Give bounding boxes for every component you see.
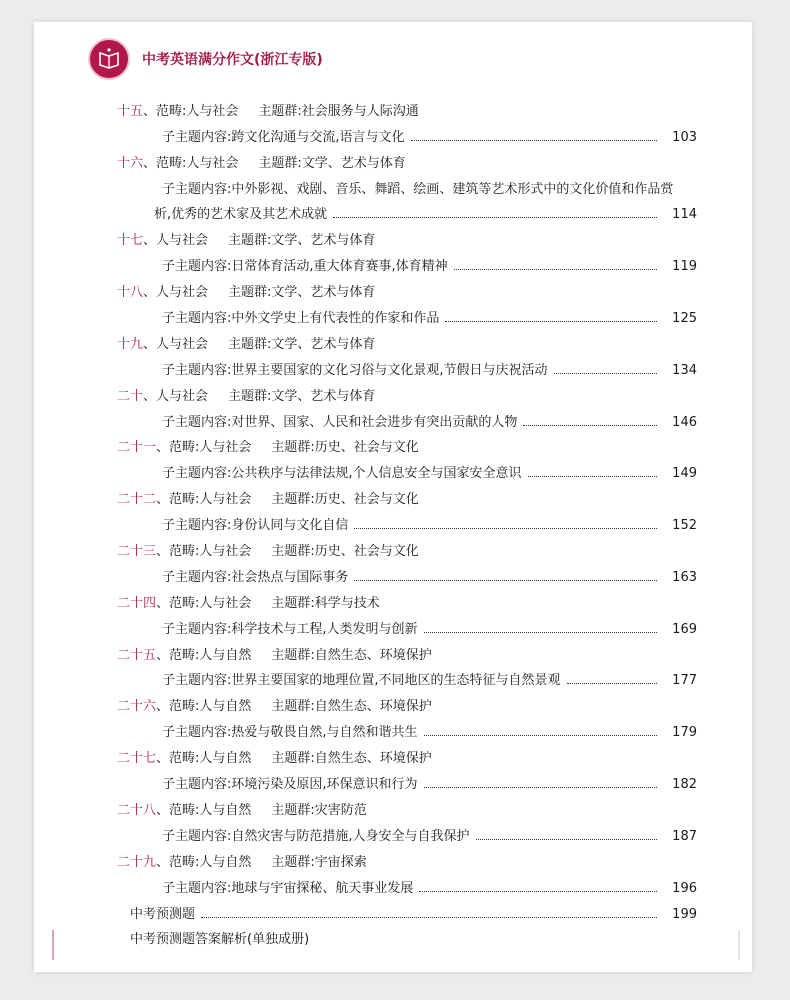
publisher-logo <box>88 38 130 80</box>
entry-category: 、范畴:人与社会 <box>156 492 252 508</box>
entry-theme-group: 主题群:历史、社会与文化 <box>271 440 419 456</box>
toc-entry-heading <box>0 637 790 663</box>
entry-theme-group: 主题群:社会服务与人际沟通 <box>258 103 419 119</box>
toc-entry-heading <box>0 326 790 352</box>
entry-category: 、范畴:人与社会 <box>143 103 239 119</box>
entry-number: 二十 <box>117 388 144 404</box>
entry-theme-group: 主题群:科学与技术 <box>271 595 380 611</box>
entry-category: 、范畴:人与社会 <box>156 544 252 560</box>
toc-entry-heading <box>0 222 790 248</box>
extra-label: 中考预测题 <box>130 906 196 922</box>
entry-number: 二十三 <box>117 544 157 560</box>
toc-entry-heading <box>0 378 790 404</box>
entry-theme-group: 主题群:文学、艺术与体育 <box>258 155 406 171</box>
toc-entry-subtopic[interactable] <box>0 455 790 481</box>
leader-dots <box>454 268 657 270</box>
subtopic-text: 子主题内容:热爱与敬畏自然,与自然和谐共生 <box>162 725 418 741</box>
toc-entry-heading <box>0 145 790 171</box>
entry-number: 二十五 <box>117 647 157 663</box>
entry-theme-group: 主题群:历史、社会与文化 <box>271 544 419 560</box>
toc-entry-subtopic <box>0 171 790 197</box>
entry-number: 二十八 <box>117 802 157 818</box>
subtopic-text: 析,优秀的艺术家及其艺术成就 <box>154 207 328 223</box>
entry-theme-group: 主题群:文学、艺术与体育 <box>228 336 376 352</box>
toc-entry-subtopic-cont[interactable] <box>0 197 790 223</box>
entry-number: 十九 <box>117 336 144 352</box>
toc-entry-subtopic[interactable] <box>0 766 790 792</box>
toc-entry-subtopic[interactable] <box>0 119 790 145</box>
toc-entry-subtopic[interactable] <box>0 714 790 740</box>
leader-dots <box>523 424 657 426</box>
toc-entry-subtopic[interactable] <box>0 507 790 533</box>
toc-entry-heading <box>0 585 790 611</box>
toc-entry-subtopic[interactable] <box>0 663 790 689</box>
entry-number: 二十七 <box>117 751 157 767</box>
table-of-contents <box>0 93 790 947</box>
entry-number: 十五 <box>117 103 144 119</box>
leader-dots <box>528 475 657 477</box>
page-number: 177 <box>672 673 697 689</box>
leader-dots <box>354 579 657 581</box>
toc-entry-subtopic[interactable] <box>0 870 790 896</box>
entry-theme-group: 主题群:自然生态、环境保护 <box>271 751 432 767</box>
subtopic-text: 子主题内容:跨文化沟通与交流,语言与文化 <box>162 129 405 145</box>
toc-entry-heading <box>0 93 790 119</box>
toc-entry-heading <box>0 792 790 818</box>
entry-category: 、人与社会 <box>143 336 209 352</box>
subtopic-text: 子主题内容:对世界、国家、人民和社会进步有突出贡献的人物 <box>162 414 518 430</box>
entry-category: 、范畴:人与社会 <box>156 440 252 456</box>
page-edge-mark <box>52 930 54 960</box>
page-number: 182 <box>672 777 697 793</box>
page-number: 196 <box>672 880 697 896</box>
entry-number: 二十四 <box>117 595 157 611</box>
leader-dots <box>411 139 657 141</box>
leader-dots <box>419 890 657 892</box>
subtopic-text: 子主题内容:科学技术与工程,人类发明与创新 <box>162 621 418 637</box>
toc-entry-subtopic[interactable] <box>0 248 790 274</box>
page-number: 179 <box>672 725 697 741</box>
toc-entry-subtopic[interactable] <box>0 404 790 430</box>
entry-category: 、范畴:人与自然 <box>156 854 252 870</box>
page-number: 114 <box>672 207 697 223</box>
entry-theme-group: 主题群:历史、社会与文化 <box>271 492 419 508</box>
page-number: 103 <box>672 129 697 145</box>
entry-theme-group: 主题群:灾害防范 <box>271 802 367 818</box>
entry-category: 、范畴:人与自然 <box>156 647 252 663</box>
toc-entry-subtopic[interactable] <box>0 352 790 378</box>
entry-category: 、范畴:人与社会 <box>143 155 239 171</box>
book-icon <box>94 44 124 74</box>
toc-entry-heading <box>0 274 790 300</box>
subtopic-text: 子主题内容:公共秩序与法律法规,个人信息安全与国家安全意识 <box>162 466 522 482</box>
entry-number: 十八 <box>117 285 144 301</box>
leader-dots <box>201 916 657 918</box>
page-number: 199 <box>672 906 697 922</box>
leader-dots <box>567 682 657 684</box>
leader-dots <box>476 838 657 840</box>
entry-number: 二十一 <box>117 440 157 456</box>
leader-dots <box>424 631 657 633</box>
entry-category: 、人与社会 <box>143 233 209 249</box>
toc-entry-subtopic[interactable] <box>0 300 790 326</box>
leader-dots <box>554 372 657 374</box>
toc-entry-subtopic[interactable] <box>0 818 790 844</box>
book-title: 中考英语满分作文(浙江专版) <box>142 52 323 68</box>
subtopic-text: 子主题内容:身份认同与文化自信 <box>162 518 349 534</box>
subtopic-text: 子主题内容:世界主要国家的文化习俗与文化景观,节假日与庆祝活动 <box>162 362 548 378</box>
entry-number: 二十六 <box>117 699 157 715</box>
entry-theme-group: 主题群:文学、艺术与体育 <box>228 285 376 301</box>
entry-category: 、范畴:人与自然 <box>156 751 252 767</box>
toc-entry-heading <box>0 430 790 456</box>
page-number: 119 <box>672 259 697 275</box>
page-number: 146 <box>672 414 697 430</box>
subtopic-text: 子主题内容:地球与宇宙探秘、航天事业发展 <box>162 880 414 896</box>
page-number: 163 <box>672 569 697 585</box>
leader-dots <box>424 786 657 788</box>
leader-dots <box>424 734 657 736</box>
page-number: 149 <box>672 466 697 482</box>
subtopic-text: 子主题内容:中外文学史上有代表性的作家和作品 <box>162 311 440 327</box>
entry-number: 十七 <box>117 233 144 249</box>
page-number: 187 <box>672 828 697 844</box>
page-number: 134 <box>672 362 697 378</box>
page-number: 152 <box>672 518 697 534</box>
entry-theme-group: 主题群:文学、艺术与体育 <box>228 233 376 249</box>
entry-category: 、范畴:人与社会 <box>156 595 252 611</box>
entry-number: 二十二 <box>117 492 157 508</box>
toc-entry-heading <box>0 481 790 507</box>
toc-entry-heading <box>0 844 790 870</box>
subtopic-text: 子主题内容:社会热点与国际事务 <box>162 569 349 585</box>
entry-theme-group: 主题群:文学、艺术与体育 <box>228 388 376 404</box>
toc-entry-subtopic[interactable] <box>0 559 790 585</box>
entry-number: 十六 <box>117 155 144 171</box>
toc-entry-heading <box>0 688 790 714</box>
extra-label: 中考预测题答案解析(单独成册) <box>130 932 310 948</box>
page-edge-mark <box>738 930 740 960</box>
entry-category: 、人与社会 <box>143 285 209 301</box>
entry-theme-group: 主题群:自然生态、环境保护 <box>271 647 432 663</box>
subtopic-text: 子主题内容:自然灾害与防范措施,人身安全与自我保护 <box>162 828 470 844</box>
entry-category: 、范畴:人与自然 <box>156 802 252 818</box>
toc-extra-entry[interactable] <box>0 922 790 948</box>
page-number: 125 <box>672 311 697 327</box>
entry-theme-group: 主题群:自然生态、环境保护 <box>271 699 432 715</box>
subtopic-text: 子主题内容:中外影视、戏剧、音乐、舞蹈、绘画、建筑等艺术形式中的文化价值和作品赏 <box>162 181 674 197</box>
entry-theme-group: 主题群:宇宙探索 <box>271 854 367 870</box>
entry-category: 、人与社会 <box>143 388 209 404</box>
entry-category: 、范畴:人与自然 <box>156 699 252 715</box>
subtopic-text: 子主题内容:环境污染及原因,环保意识和行为 <box>162 777 418 793</box>
toc-entry-heading <box>0 533 790 559</box>
subtopic-text: 子主题内容:日常体育活动,重大体育赛事,体育精神 <box>162 259 448 275</box>
leader-dots <box>354 527 657 529</box>
leader-dots <box>333 216 657 218</box>
leader-dots <box>445 320 657 322</box>
toc-extra-entry[interactable] <box>0 896 790 922</box>
subtopic-text: 子主题内容:世界主要国家的地理位置,不同地区的生态特征与自然景观 <box>162 673 561 689</box>
entry-number: 二十九 <box>117 854 157 870</box>
page-number: 169 <box>672 621 697 637</box>
toc-entry-subtopic[interactable] <box>0 611 790 637</box>
toc-entry-heading <box>0 740 790 766</box>
